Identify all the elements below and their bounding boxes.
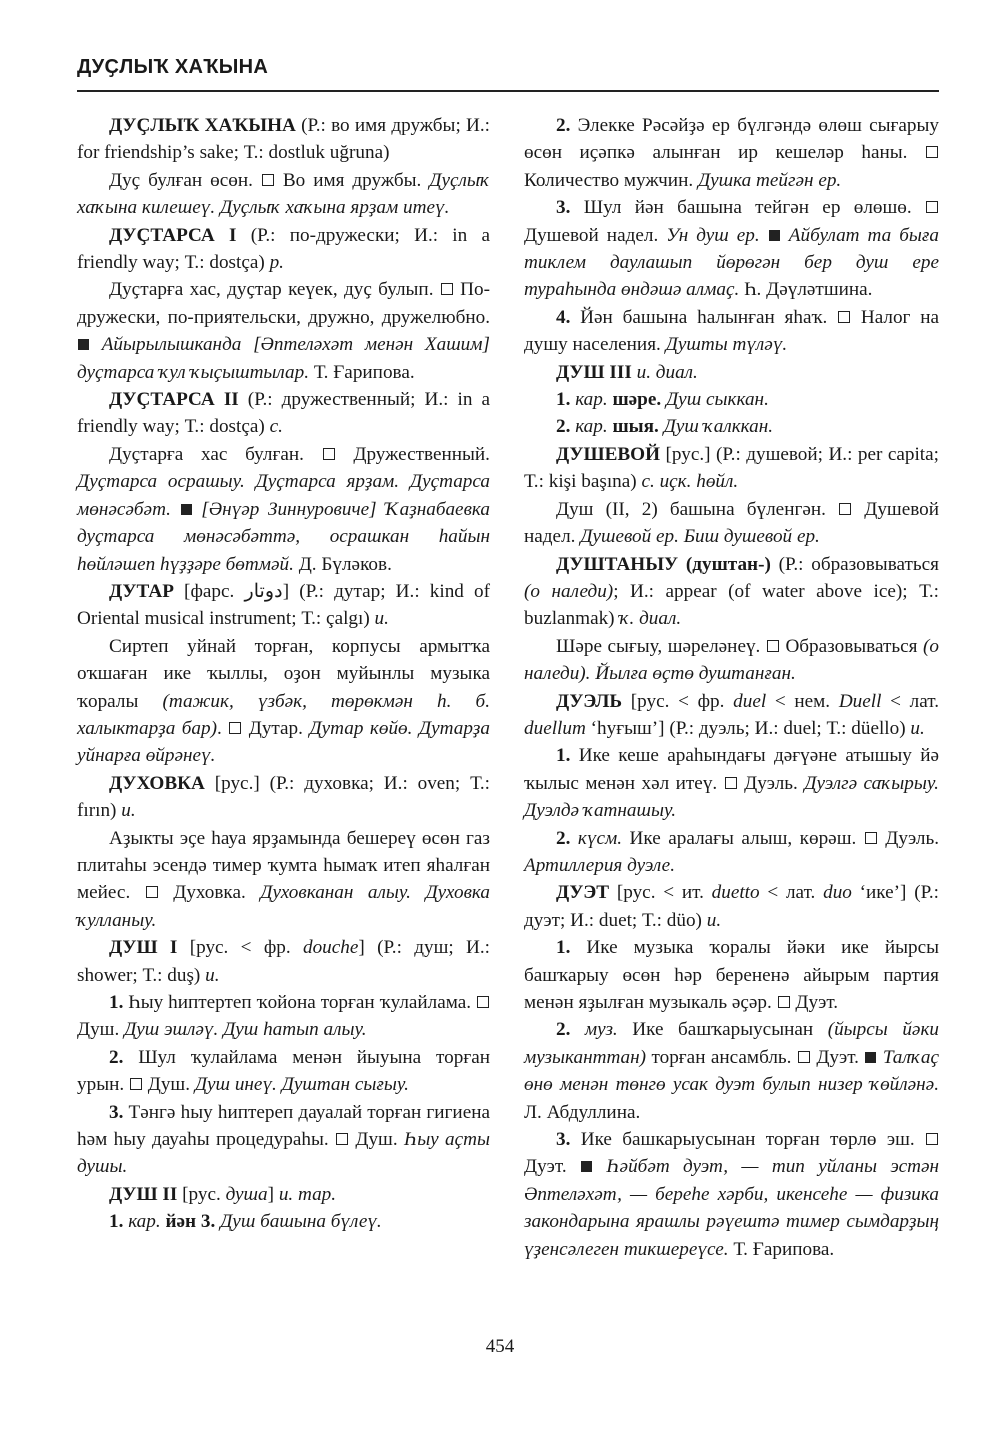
entry-text: [фарс. دوتار] (Р.: дутар; И.: kind of Oriental musical instrument; Т.: çalgı) xyxy=(77,580,490,630)
entry-text: [рус. < ит. xyxy=(609,882,712,904)
italic-text: Душ инеү. Душтан сығыу. xyxy=(194,1074,409,1096)
headword: ДУЭТ xyxy=(556,882,610,904)
italic-text: кар. xyxy=(570,416,613,438)
entry-text: Дуҫ булған өсөн. xyxy=(109,169,261,191)
entry-text: Дуэт. xyxy=(790,992,839,1013)
italic-text: Дуэлгә саҡырыу. Дуэлдә ҡатнашыу. xyxy=(524,772,939,822)
italic-text: Душка тейгән ер. xyxy=(697,169,842,191)
italic-text: [Әнүәр Зиннуровиче] Ҡаҙнабаевка дуҫтарса мөнәсәбәттә, осрашкан һайын һөйләшеп һүҙҙәре бөтмәй. xyxy=(77,498,490,575)
dictionary-entry xyxy=(524,742,939,824)
italic-text: душа xyxy=(225,1183,268,1205)
translation-marker-icon xyxy=(838,311,850,323)
italic-text: duetto xyxy=(711,882,760,904)
dictionary-entry xyxy=(524,1016,939,1126)
headword: 2. xyxy=(556,115,571,136)
entry-text: Элекке Рәсәйҙә ер бүлгәндә өлөш сығарыу өсөн иҫәпкә алынған ир кешеләр һаны. xyxy=(524,115,939,164)
italic-text: douche xyxy=(302,937,359,959)
entry-text: Дуэль. xyxy=(877,827,939,849)
translation-marker-icon xyxy=(926,201,938,213)
entry-text: Душевой надел. xyxy=(524,498,939,548)
translation-marker-icon xyxy=(323,448,335,460)
dictionary-entry xyxy=(524,825,939,880)
dictionary-entry xyxy=(77,1044,490,1099)
dictionary-entry xyxy=(524,551,939,633)
italic-text: муз. xyxy=(570,1019,618,1041)
entry-text: Дутар. xyxy=(242,717,310,739)
italic-text: кар. xyxy=(570,389,613,411)
headword: ДУШ I xyxy=(109,937,178,959)
entry-text: (Р.: дружественный; И.: in a friendly way; Т.: dostça) xyxy=(77,389,490,438)
left-column xyxy=(77,112,490,1236)
italic-text: Душевой ер. Биш душевой ер. xyxy=(580,526,820,548)
entry-text: ‘ике’] (Р.: дуэт; И.: duet; Т.: düo) xyxy=(524,882,940,931)
headword: 2. xyxy=(556,1019,571,1041)
dictionary-entry xyxy=(524,934,939,1016)
entry-text: Л. Абдуллина. xyxy=(524,1101,641,1123)
literary-example-marker-icon xyxy=(769,230,780,241)
entry-text: Һыу һиптертеп ҡойона торған ҡулайлама. xyxy=(123,992,476,1013)
entry-text: Количество мужчин. xyxy=(524,169,698,191)
italic-text: ҡ. диал. xyxy=(619,608,682,630)
entry-text: [рус. < фр. xyxy=(177,937,303,959)
entry-text: (Р.: образовываться xyxy=(770,553,940,575)
translation-marker-icon xyxy=(146,886,158,898)
italic-text: Душ сыккан. xyxy=(661,389,769,411)
entry-text: Тәнгә һыу һиптереп дауалай торған гигиена һәм һыу дауаһы процедураһы. xyxy=(77,1101,490,1151)
literary-example-marker-icon xyxy=(865,1052,876,1063)
translation-marker-icon xyxy=(725,777,737,789)
italic-text: duellum xyxy=(524,717,586,739)
dictionary-entry xyxy=(524,879,939,934)
entry-text: Шәре сығыу, шәреләнеү. xyxy=(556,635,766,657)
italic-text: (о наледи). Йылға өҫтө душтанған. xyxy=(524,635,940,685)
headword: ДУТАР xyxy=(109,580,174,602)
dictionary-entry xyxy=(524,194,939,304)
entry-text: ‘һуғыш’] (Р.: дуэль; И.: duel; Т.: düello) xyxy=(585,717,911,739)
headword: ДУҪТАРСА II xyxy=(109,389,239,411)
entry-text: Шул йән башына тейгән ер өлөшө. xyxy=(570,197,925,219)
italic-text: Duell xyxy=(838,690,882,712)
translation-marker-icon xyxy=(262,174,274,186)
entry-text: Образовываться xyxy=(779,635,924,657)
dictionary-entry xyxy=(524,386,939,413)
literary-example-marker-icon xyxy=(78,339,89,350)
italic-text: Дутар көйө. Дутарҙа уйнарға өйрәнеү. xyxy=(77,717,490,767)
headword: 2. xyxy=(556,827,571,849)
dictionary-entry xyxy=(524,1126,939,1263)
italic-text: и. тар. xyxy=(278,1183,337,1205)
italic-text: Духовканан алыу. Духовка ҡулланыу. xyxy=(77,882,490,931)
entry-text: ] xyxy=(267,1183,279,1205)
headword: ДУШЕВОЙ xyxy=(556,443,661,465)
dictionary-entry xyxy=(77,441,490,578)
entry-text: Душ (II, 2) башына бүленгән. xyxy=(556,498,839,520)
running-title: ДУҪЛЫҠ ХАҠЫНА xyxy=(77,56,269,78)
italic-text: Душты түләү. xyxy=(665,334,788,356)
headword: 3. xyxy=(556,197,571,219)
dictionary-entry xyxy=(77,633,490,770)
headword: 3. xyxy=(556,1129,571,1151)
entry-text: Дуҫтарға хас булған. xyxy=(109,443,322,465)
dictionary-entry xyxy=(524,496,939,551)
italic-text: Айырылышканда [Әптеләхәт менән Хашим] дуҫтарса ҡул ҡыҫыштылар. xyxy=(77,334,490,383)
dictionary-entry xyxy=(524,413,939,440)
headword: шәре. xyxy=(612,389,662,411)
entry-text: По-дружески, по-приятельски, дружно, дружелюбно. xyxy=(77,279,490,328)
entry-text: [рус.] (Р.: духовка; И.: oven; Т.: fırın) xyxy=(77,772,490,822)
entry-text: Во имя дружбы. xyxy=(274,169,430,191)
right-column xyxy=(524,112,939,1263)
literary-example-marker-icon xyxy=(181,504,192,515)
dictionary-entry xyxy=(77,770,490,825)
italic-text: duo xyxy=(823,882,852,904)
entry-text: Шул ҡулайлама менән йыуына торған урын. xyxy=(77,1046,490,1096)
headword: ДУШ II xyxy=(109,1183,178,1205)
italic-text: Айбулат та быға тиклем даулашып йөрөгән бер душ ере тураһында өндәшә алмаҫ. xyxy=(524,224,940,301)
dictionary-entry xyxy=(77,1181,490,1208)
headword: ДУҪТАРСА I xyxy=(109,224,237,246)
italic-text: Ун душ ер. xyxy=(666,224,768,246)
italic-text: кар. xyxy=(123,1211,166,1233)
entry-text: Душевой надел. xyxy=(524,224,667,246)
literary-example-marker-icon xyxy=(581,1161,592,1172)
entry-text: Ике башҡарыусынан xyxy=(617,1019,828,1041)
dictionary-entry xyxy=(524,633,939,688)
headword: 1. xyxy=(109,1211,124,1233)
headword: 1. xyxy=(556,745,571,767)
entry-text: Т. Ғарипова. xyxy=(309,361,415,383)
dictionary-entry xyxy=(77,1099,490,1181)
translation-marker-icon xyxy=(926,146,938,158)
entry-text: Ике музыка ҡоралы йәки ике йырсы башҡарыу өсөн һәр берененә айырым партия менән яҙылған музыкаль әҫәр. xyxy=(524,937,939,1013)
entry-text: Душ. xyxy=(77,1019,125,1041)
entry-text: Душ. xyxy=(349,1129,404,1151)
italic-text: р. xyxy=(269,252,284,274)
entry-text: [рус. xyxy=(177,1183,226,1205)
italic-text: Талҡаҫ өнө менән төнгө усак дуэт булып низер ҡөйләнә. xyxy=(524,1046,939,1096)
entry-text: Дружественный. xyxy=(335,443,490,465)
entry-text: Һ. Дәүләтшина. xyxy=(739,279,873,301)
headword: 4. xyxy=(556,306,571,328)
italic-text: и. диал. xyxy=(631,361,698,383)
translation-marker-icon xyxy=(477,996,489,1008)
translation-marker-icon xyxy=(229,722,241,734)
translation-marker-icon xyxy=(767,640,779,652)
translation-marker-icon xyxy=(130,1078,142,1090)
headword: 2. xyxy=(109,1046,124,1068)
entry-text: ; И.: appear (of water above ice); Т.: buzlanmak) xyxy=(524,580,940,630)
translation-marker-icon xyxy=(441,283,453,295)
entry-text: [рус. < фр. xyxy=(622,690,734,712)
entry-text: [рус.] (Р.: душевой; И.: per capita; Т.: kişi başına) xyxy=(524,443,939,493)
italic-text: Душ эшләү. Душ һатып алыу. xyxy=(124,1019,367,1041)
headword: 1. xyxy=(556,937,571,959)
translation-marker-icon xyxy=(778,996,790,1008)
italic-text: (о наледи) xyxy=(524,580,614,602)
dictionary-entry xyxy=(77,112,490,167)
headword: ДУЭЛЬ xyxy=(556,690,623,712)
italic-text: Артиллерия дуэле. xyxy=(524,854,675,876)
entry-text: < нем. xyxy=(766,690,839,712)
headword: ДУШТАНЫУ (душтан-) xyxy=(556,553,771,575)
entry-text: (Р.: по-дружески; И.: in a friendly way; Т.: dostça) xyxy=(77,224,490,274)
headword: шыя. xyxy=(612,416,659,438)
page-number: 454 xyxy=(485,1336,515,1357)
entry-text: Йән башына һалынған яһаҡ. xyxy=(570,306,838,328)
italic-text: и. xyxy=(205,964,220,986)
italic-text: Дуҫлыҡ хаҡына килешеү. Дуҫлыҡ хаҡына ярҙам итеү. xyxy=(77,169,490,219)
italic-text: Душ ҡалккан. xyxy=(658,416,774,438)
headword: 2. xyxy=(556,416,571,438)
headword: ДУҪЛЫҠ ХАҠЫНА xyxy=(109,115,296,136)
entry-text: Дуҫтарға хас, дуҫтар кеүек, дуҫ булып. xyxy=(109,279,440,301)
entry-text: Аҙыкты эҫе һауа ярҙамында бешереү өсөн газ плитаһы эсендә тимер ҡумта һымаҡ итеп яһалған мейес. xyxy=(77,827,490,904)
entry-text: Д. Бүләков. xyxy=(293,553,392,575)
dictionary-entry xyxy=(77,1208,490,1235)
italic-text: и. xyxy=(121,800,136,822)
italic-text: с. иҫк. һөйл. xyxy=(641,471,739,493)
entry-text: Душ. xyxy=(142,1074,195,1096)
entry-text: Сиртеп уйнай торған, корпусы армытҡа оҡшаған ике ҡыллы, оҙон муйынлы музыка ҡоралы xyxy=(77,635,490,712)
headword: 1. xyxy=(109,992,124,1013)
italic-text: Һәйбәт дуэт, — тип уйланы эстән Әптеләхәт, — береһе хәрби, икенсеһе — физика закондарына ярашлы рәүештә тимер сымдарҙың үҙенсәлеген тикшереүсе. xyxy=(524,1156,939,1260)
dictionary-entry xyxy=(524,688,939,743)
headword: ДУХОВКА xyxy=(109,772,205,794)
entry-text: Ике башкарыусынан торған төрлө эш. xyxy=(570,1129,925,1151)
entry-text: Ике кеше араһындағы дәғүәне атышыу йә ҡылыс менән хәл итеү. xyxy=(524,745,939,794)
dictionary-entry xyxy=(77,222,490,277)
italic-text: Дуҫтарса осрашыу. Дуҫтарса ярҙам. Дуҫтарса мөнәсәбәт. xyxy=(77,471,490,520)
headword: ДУШ III xyxy=(556,361,632,383)
entry-text: < лат. xyxy=(759,882,824,904)
dictionary-entry xyxy=(524,441,939,496)
dictionary-entry xyxy=(524,359,939,386)
entry-text: торған ансамбль. xyxy=(646,1046,797,1068)
italic-text: и. xyxy=(706,909,722,931)
translation-marker-icon xyxy=(865,832,877,844)
entry-text: Т. Ғарипова. xyxy=(728,1238,835,1260)
translation-marker-icon xyxy=(336,1133,348,1145)
entry-text: Дуэт. xyxy=(810,1046,865,1068)
translation-marker-icon xyxy=(839,503,851,515)
entry-text: Дуэт. xyxy=(524,1156,580,1178)
headword: йән 3. xyxy=(165,1211,216,1233)
translation-marker-icon xyxy=(798,1051,810,1063)
italic-text: (тажик, үзбәк, төрөкмән һ. б. халыктарҙа бар) xyxy=(77,690,490,739)
dictionary-entry xyxy=(77,578,490,633)
entry-text: < лат. xyxy=(881,690,939,712)
italic-text: күсм. xyxy=(570,827,623,849)
dictionary-entry xyxy=(77,989,490,1044)
dictionary-entry xyxy=(77,825,490,935)
entry-text: . xyxy=(217,717,229,739)
dictionary-entry xyxy=(524,304,939,359)
entry-text: Духовка. xyxy=(158,882,261,904)
dictionary-entry xyxy=(524,112,939,194)
entry-text: (Р.: во имя дружбы; И.: for friendship’s sake; Т.: dostluk uğruna) xyxy=(77,115,490,164)
italic-text: и. xyxy=(910,717,925,739)
running-header xyxy=(77,56,939,92)
entry-text: Ике аралағы алыш, көрәш. xyxy=(622,827,864,849)
italic-text: и. xyxy=(374,608,389,630)
dictionary-entry xyxy=(77,276,490,386)
entry-text: Дуэль. xyxy=(737,772,805,794)
headword: 1. xyxy=(556,389,571,411)
translation-marker-icon xyxy=(926,1133,938,1145)
dictionary-entry xyxy=(77,934,490,989)
headword: 3. xyxy=(109,1101,124,1123)
italic-text: (йырсы йәки музыканттан) xyxy=(524,1019,940,1068)
dictionary-entry xyxy=(77,386,490,441)
italic-text: с. xyxy=(269,416,283,438)
entry-text: Налог на душу населения. xyxy=(524,306,939,356)
entry-text: ] (Р.: душ; И.: shower; Т.: duş) xyxy=(77,937,491,986)
dictionary-entry xyxy=(77,167,490,222)
italic-text: duel xyxy=(733,690,767,712)
italic-text: Һыу аҫты душы. xyxy=(77,1129,490,1178)
italic-text: Душ башына бүлеү. xyxy=(215,1211,382,1233)
